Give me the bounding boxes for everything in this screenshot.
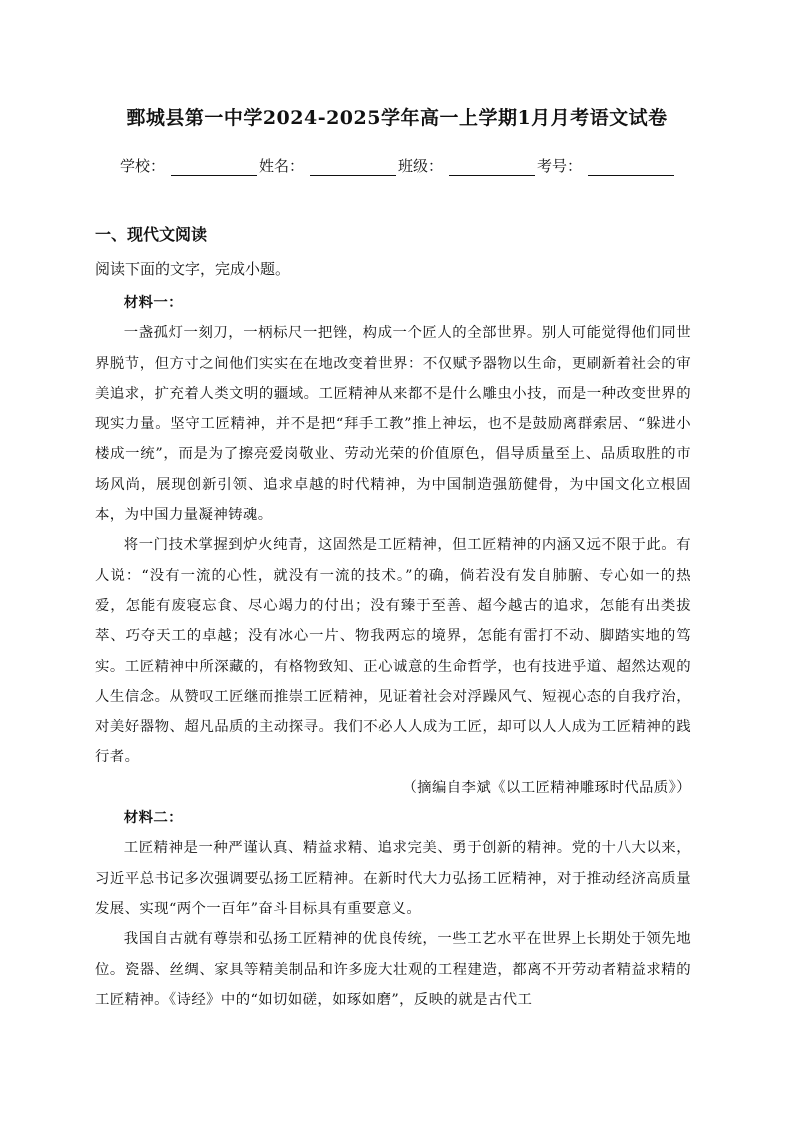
name-label: 姓名： — [259, 157, 305, 175]
material-2-paragraph-1: 工匠精神是一种严谨认真、精益求精、追求完美、勇于创新的精神。党的十八大以来，习近平总书记多次强调要弘扬工匠精神。在新时代大力弘扬工匠精神，对于推动经济高质量发展、实现“两个一百年”奋斗目标具有重要意义。 — [95, 840, 691, 917]
material-2-label: 材料二： — [123, 810, 183, 827]
reading-instruction: 阅读下面的文字，完成小题。 — [95, 260, 291, 278]
school-label: 学校： — [120, 157, 166, 175]
material-2-paragraph-2: 我国自古就有尊崇和弘扬工匠精神的优良传统，一些工艺水平在世界上长期处于领先地位。瓷器、丝绸、家具等精美制品和许多庞大壮观的工程建造，都离不开劳动者精益求精的工匠精神。《诗经》中的“如切如磋，如琢如磨”，反映的就是古代工 — [95, 931, 691, 1008]
school-field — [120, 155, 259, 176]
reading-passage — [95, 288, 691, 1015]
exam-number-label: 考号： — [537, 157, 583, 175]
school-blank — [171, 161, 257, 176]
section-heading: 一、现代文阅读 — [95, 225, 208, 244]
exam-number-blank — [588, 161, 674, 176]
material-1-label: 材料一： — [123, 295, 183, 311]
name-blank — [310, 161, 396, 176]
class-blank — [449, 161, 535, 176]
student-info-line — [120, 155, 680, 176]
material-1-paragraph-2: 将一门技术掌握到炉火纯青，这固然是工匠精神，但工匠精神的内涵又远不限于此。有人说：“没有一流的心性，就没有一流的技术。”的确，倘若没有发自肺腑、专心如一的热爱，怎能有废寝忘食、尽心竭力的付出；没有臻于至善、超今越古的追求，怎能有出类拔萃、巧夺天工的卓越；没有冰心一片、物我两忘的境界，怎能有雷打不动、脚踏实地的笃实。工匠精神中所深藏的，有格物致知、正心诚意的生命哲学，也有技进乎道、超然达观的人生信念。从赞叹工匠继而推崇工匠精神，见证着社会对浮躁风气、短视心态的自我疗治，对美好器物、超凡品质的主动探寻。我们不必人人成为工匠，却可以人人成为工匠精神的践行者。 — [95, 537, 691, 766]
class-label: 班级： — [398, 157, 444, 175]
class-field — [398, 155, 537, 176]
material-1-paragraph-1: 一盏孤灯一刻刀，一柄标尺一把锉，构成一个匠人的全部世界。别人可能觉得他们同世界脱节，但方寸之间他们实实在在地改变着世界：不仅赋予器物以生命，更刷新着社会的审美追求，扩充着人类文明的疆域。工匠精神从来都不是什么雕虫小技，而是一种改变世界的现实力量。坚守工匠精神，并不是把“拜手工教”推上神坛，也不是鼓励离群索居、“躲进小楼成一统”，而是为了擦亮爱岗敬业、劳动光荣的价值原色，倡导质量至上、品质取胜的市场风尚，展现创新引领、追求卓越的时代精神，为中国制造强筋健骨，为中国文化立根固本，为中国力量凝神铸魂。 — [95, 325, 691, 524]
material-1-source: （摘编自李斌《以工匠精神雕琢时代品质》） — [402, 779, 691, 796]
exam-number-field — [537, 155, 676, 176]
name-field — [259, 155, 398, 176]
exam-title: 鄄城县第一中学2024-2025学年高一上学期1月月考语文试卷 — [126, 107, 668, 129]
